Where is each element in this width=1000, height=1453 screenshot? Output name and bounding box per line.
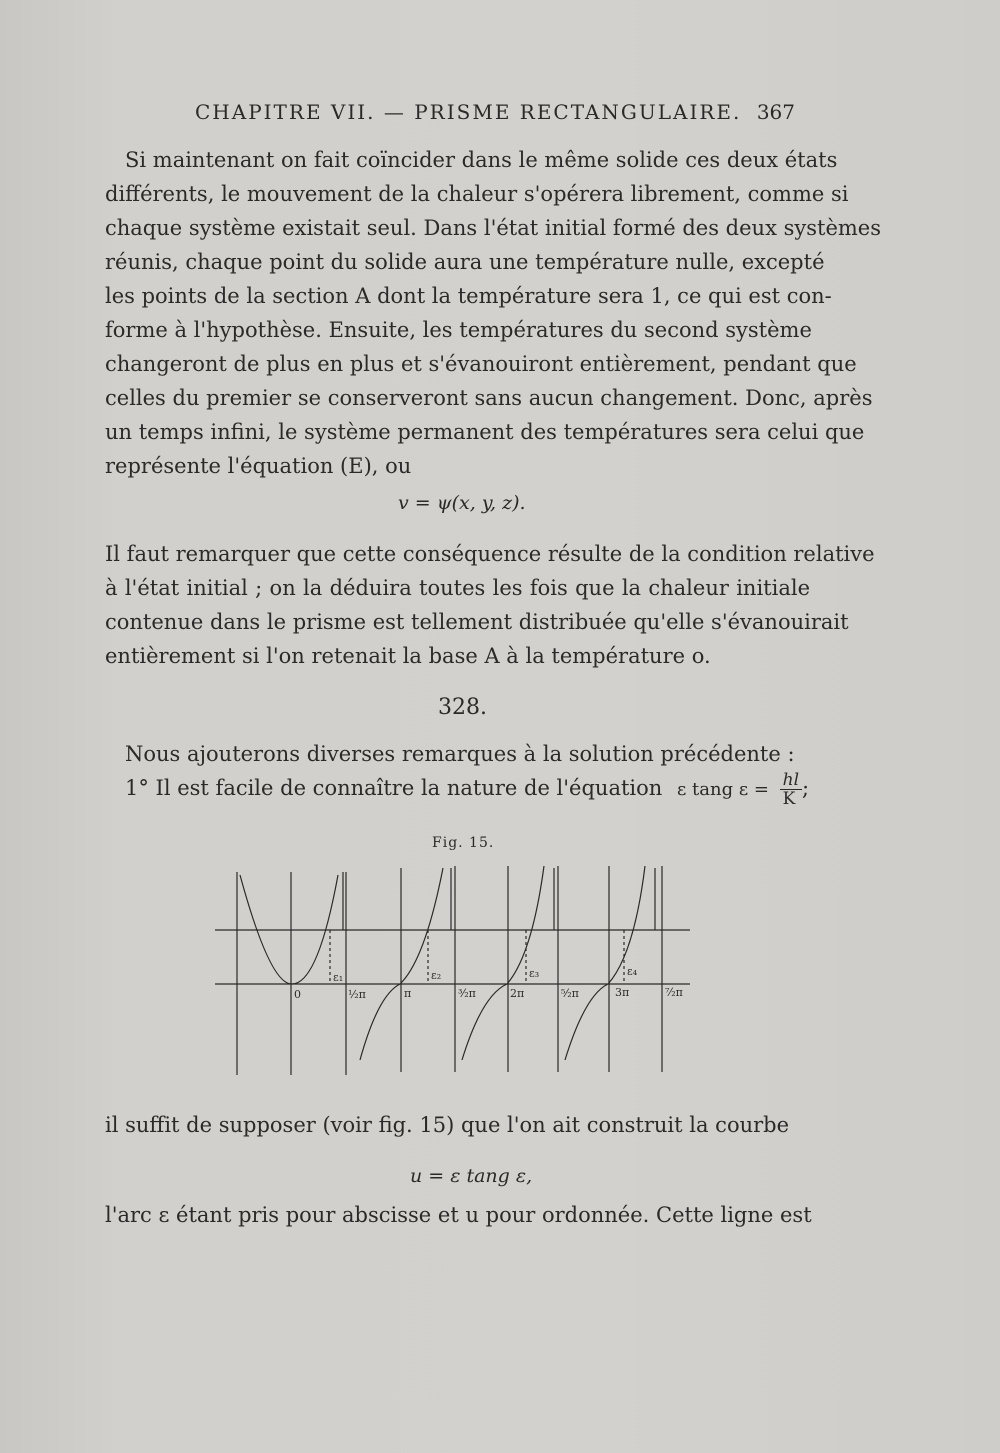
label-eps2: ε₂ <box>431 969 442 982</box>
text-line: à l'état initial ; on la déduira toutes les fois que la chaleur initiale <box>105 576 810 600</box>
text-line: il suffit de supposer (voir fig. 15) que l'on ait construit la courbe <box>105 1113 790 1137</box>
text-line: Il faut remarquer que cette conséquence résulte de la condition relative <box>105 542 875 566</box>
label-eps4: ε₄ <box>627 965 638 978</box>
text-segment: 1° Il est facile de connaître la nature de l'équation <box>125 776 663 800</box>
label-three-half-pi: ³⁄₂π <box>458 987 476 1000</box>
label-half-pi: ½π <box>348 988 366 1001</box>
curve-branch-3 <box>462 866 544 1060</box>
label-seven-half-pi: ⁷⁄₂π <box>665 986 683 999</box>
text-line: réunis, chaque point du solide aura une température nulle, excepté <box>105 250 825 274</box>
section-number: 328. <box>438 695 487 720</box>
paragraph-4 <box>105 1108 790 1142</box>
label-eps1: ε₁ <box>333 971 344 984</box>
label-eps3: ε₃ <box>529 967 540 980</box>
text-line: forme à l'hypothèse. Ensuite, les températures du second système <box>105 318 812 342</box>
text-line: entièrement si l'on retenait la base A à la température o. <box>105 644 711 668</box>
figure-caption: Fig. 15. <box>432 835 495 851</box>
equation-psi: v = ψ(x, y, z). <box>398 492 526 514</box>
text-line: différents, le mouvement de la chaleur s'opérera librement, comme si <box>105 182 849 206</box>
punctuation: ; <box>802 776 810 800</box>
label-pi: π <box>404 987 412 1000</box>
text-line: Si maintenant on fait coïncider dans le même solide ces deux états <box>125 148 838 172</box>
paragraph-5 <box>105 1198 810 1232</box>
label-three-pi: 3π <box>615 986 630 999</box>
text-line: un temps infini, le système permanent des températures sera celui que <box>105 420 865 444</box>
equation-curve: u = ε tang ε, <box>410 1165 533 1187</box>
label-origin: 0 <box>294 988 301 1001</box>
text-line: contenue dans le prisme est tellement distribuée qu'elle s'évanouirait <box>105 610 849 634</box>
fraction-numerator: hl <box>780 771 802 790</box>
text-line: Nous ajouterons diverses remarques à la solution précédente : <box>125 742 795 766</box>
text-line: changeront de plus en plus et s'évanouiront entièrement, pendant que <box>105 352 857 376</box>
curve-branch-4 <box>565 866 645 1060</box>
text-line: l'arc ε étant pris pour abscisse et u pour ordonnée. Cette ligne est <box>105 1203 812 1227</box>
page-number: 367 <box>756 100 795 124</box>
text-line: celles du premier se conserveront sans aucun changement. Donc, après <box>105 386 873 410</box>
text-line: représente l'équation (E), ou <box>105 454 412 478</box>
text-line: chaque système existait seul. Dans l'état initial formé des deux systèmes <box>105 216 881 240</box>
fraction-denominator: K <box>782 789 796 809</box>
label-five-half-pi: ⁵⁄₂π <box>561 987 579 1000</box>
text-line: les points de la section A dont la température sera 1, ce qui est con- <box>105 284 832 308</box>
label-two-pi: 2π <box>510 987 525 1000</box>
chapter-title: CHAPITRE VII. — PRISME RECTANGULAIRE. <box>195 100 742 124</box>
equation-eps-tang: ε tang ε = <box>676 779 769 800</box>
